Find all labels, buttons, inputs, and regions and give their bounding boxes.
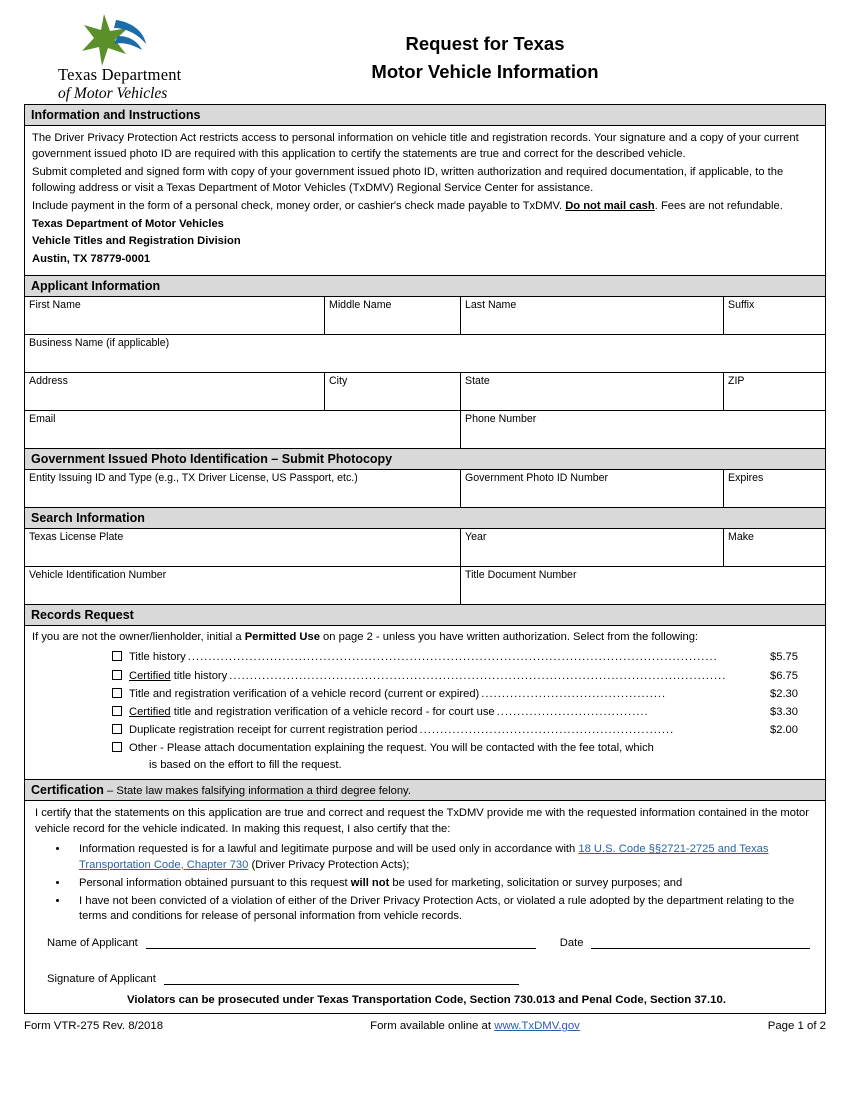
field-first-name[interactable] [25, 297, 325, 334]
field-label: ZIP [728, 375, 745, 388]
field-label: Expires [728, 472, 764, 485]
option-other[interactable] [32, 739, 818, 757]
field-suffix[interactable] [724, 297, 825, 334]
search-plate-row [25, 529, 825, 567]
field-label: Business Name (if applicable) [29, 337, 170, 350]
search-fields [24, 529, 826, 605]
field-label: Address [29, 375, 68, 388]
field-label: State [465, 375, 490, 388]
agency-name [58, 66, 214, 103]
field-label: First Name [29, 299, 81, 312]
field-label: Texas License Plate [29, 531, 124, 544]
field-zip[interactable] [724, 373, 825, 410]
field-business-name[interactable] [25, 335, 825, 372]
applicant-fields [24, 297, 826, 449]
option-duplicate-registration-receipt[interactable] [32, 721, 818, 739]
date-input[interactable] [591, 935, 810, 949]
certification-title: Certification [31, 783, 104, 797]
applicant-name-signature-row [35, 927, 818, 949]
page-header [24, 0, 826, 104]
page-title [214, 14, 826, 86]
field-middle-name[interactable] [325, 297, 461, 334]
option-label: Title history [129, 651, 186, 664]
field-year[interactable] [461, 529, 724, 566]
mailing-address-line1: Texas Department of Motor Vehicles [32, 217, 224, 230]
field-vin[interactable] [25, 567, 461, 604]
option-fee: $6.75 [770, 669, 798, 682]
field-label: Vehicle Identification Number [29, 569, 167, 582]
agency-name-line1: Texas Department [58, 65, 182, 84]
page-title-line2: Motor Vehicle Information [371, 60, 599, 82]
permitted-use-emphasis: Permitted Use [244, 631, 320, 644]
section-header-instructions: Information and Instructions [24, 104, 826, 126]
option-title-registration-verification[interactable] [32, 685, 818, 703]
field-expires[interactable] [724, 470, 825, 507]
intro-part-2: on page 2 - unless you have written authorization. Select from the following: [319, 631, 699, 644]
field-label: Government Photo ID Number [465, 472, 609, 485]
applicant-name-row [25, 297, 825, 335]
us-code-link[interactable]: 18 U.S. Code §§2721-2725 and Texas Transportation Code, Chapter 730 [79, 842, 769, 871]
agency-logo [24, 14, 214, 103]
certification-bullet-1: • Information requested is for a lawful and legitimate purpose and will be used only in accordance with 18 U.S. Code §§2721-2725 and Texas Transportation Code, Chapter 730 (Driver Privacy Protection Acts); [69, 842, 818, 874]
field-label: Title Document Number [465, 569, 577, 582]
photo-id-fields [24, 470, 826, 508]
checkbox-certified-title-history[interactable] [112, 670, 122, 680]
records-request-options [25, 647, 825, 779]
checkbox-duplicate-registration-receipt[interactable] [112, 724, 122, 734]
field-state[interactable] [461, 373, 724, 410]
checkbox-title-history[interactable] [112, 651, 122, 661]
certification-subtitle: – State law makes falsifying information a third degree felony. [103, 785, 411, 797]
field-label: Year [465, 531, 487, 544]
name-of-applicant-label: Name of Applicant [47, 937, 138, 950]
name-of-applicant-input[interactable] [146, 935, 536, 949]
certification-bullets [35, 842, 818, 926]
payment-text: Include payment in the form of a personal check, money order, or cashier's check made payable to TxDMV. [32, 199, 566, 212]
mailing-address-line3: Austin, TX 78779-0001 [32, 253, 151, 266]
field-label: Suffix [728, 299, 755, 312]
violators-warning: Violators can be prosecuted under Texas Transportation Code, Section 730.013 and Penal Code, Section 37.10. [126, 994, 727, 1007]
signature-row [35, 949, 818, 985]
leader-dots: ......................................................................................................................... [229, 669, 727, 682]
instructions-body [24, 126, 826, 276]
leader-dots: ............................................. [481, 687, 667, 700]
fees-text: . Fees are not refundable. [654, 199, 783, 212]
applicant-business-row [25, 335, 825, 373]
checkbox-certified-title-registration-verification[interactable] [112, 706, 122, 716]
page-title-line1: Request for Texas [405, 33, 565, 54]
field-make[interactable] [724, 529, 825, 566]
section-header-applicant: Applicant Information [24, 276, 826, 297]
option-fee: $2.30 [770, 687, 798, 700]
field-label: Email [29, 413, 56, 426]
field-title-document-number[interactable] [461, 567, 825, 604]
field-city[interactable] [325, 373, 461, 410]
date-label: Date [559, 937, 584, 950]
records-request-intro [25, 626, 825, 647]
certification-body [24, 801, 826, 1014]
option-fee: $3.30 [770, 705, 798, 718]
section-header-search: Search Information [24, 508, 826, 529]
leader-dots: ..................................... [496, 705, 649, 718]
option-fee: $2.00 [770, 723, 798, 736]
photo-id-row [25, 470, 825, 507]
option-label: Other - Please attach documentation explaining the request. You will be contacted with the fee total, which [129, 742, 654, 755]
txdmv-website-link[interactable]: www.TxDMV.gov [494, 1020, 580, 1033]
section-header-photo-id: Government Issued Photo Identification – Submit Photocopy [24, 449, 826, 470]
field-last-name[interactable] [461, 297, 724, 334]
instructions-paragraph-3 [32, 199, 818, 215]
instructions-paragraph-2: Submit completed and signed form with copy of your government issued photo ID, written authorization and required documentation, if applicable, to the following address or visit a Texas Department of Motor Vehicles (TxDMV) Regional Service Center for assistance. [32, 165, 784, 194]
field-phone-number[interactable] [461, 411, 825, 448]
form-online-note: Form available online at www.TxDMV.gov [370, 1020, 580, 1033]
option-other-continuation: is based on the effort to fill the request. [149, 759, 342, 772]
txdmv-star-icon [58, 14, 214, 66]
option-label: Duplicate registration receipt for current registration period [129, 723, 418, 736]
field-label: Phone Number [465, 413, 537, 426]
form-id: Form VTR-275 Rev. 8/2018 [24, 1020, 164, 1033]
certification-intro: I certify that the statements on this application are true and correct and request the TxDMV provide me with the requested information contained in the motor vehicle record for the vehicle indicated. In making this request, I also certify that the: [35, 807, 810, 835]
option-fee: $5.75 [770, 651, 798, 664]
field-label: Make [728, 531, 754, 544]
field-label: Entity Issuing ID and Type (e.g., TX Driver License, US Passport, etc.) [29, 472, 358, 485]
field-label: Last Name [465, 299, 517, 312]
mailing-address-line2: Vehicle Titles and Registration Division [32, 235, 241, 248]
checkbox-title-registration-verification[interactable] [112, 688, 122, 698]
page-number: Page 1 of 2 [767, 1020, 826, 1033]
page-footer [24, 1014, 826, 1032]
field-photo-id-number[interactable] [461, 470, 724, 507]
option-label: Certified title and registration verification of a vehicle record - for court use [129, 705, 495, 718]
option-label: Title and registration verification of a vehicle record (current or expired) [129, 687, 480, 700]
certification-bullet-2: • Personal information obtained pursuant to this request will not be used for marketing, solicitation or survey purposes; and [69, 876, 818, 892]
field-label: City [329, 375, 348, 388]
checkbox-other[interactable] [112, 742, 122, 752]
field-address[interactable] [25, 373, 325, 410]
certification-bullet-3: • I have not been convicted of a violation of either of the Driver Privacy Protection Acts, or violated a rule adopted by the department relating to the terms and conditions for release of personal information from vehicle records. [69, 894, 818, 926]
signature-input[interactable] [164, 971, 519, 985]
search-vin-row [25, 567, 825, 604]
signature-of-applicant-label: Signature of Applicant [47, 973, 156, 986]
field-issuing-entity[interactable] [25, 470, 461, 507]
records-request-body [24, 626, 826, 780]
do-not-mail-cash-emphasis: Do not mail cash [565, 199, 655, 212]
field-label: Middle Name [329, 299, 392, 312]
leader-dots: .............................................................. [419, 723, 675, 736]
leader-dots: ................................................................................................................................. [187, 651, 718, 664]
section-header-certification [24, 780, 826, 801]
applicant-address-row [25, 373, 825, 411]
option-label: Certified title history [129, 669, 228, 682]
instructions-paragraph-1: The Driver Privacy Protection Act restricts access to personal information on vehicle title and registration records. Your signature and a copy of your current government issued photo ID are required with this application to certify the statements are true and correct for the described vehicle. [32, 132, 799, 160]
intro-part-1: If you are not the owner/lienholder, initial a [32, 631, 245, 644]
applicant-contact-row [25, 411, 825, 448]
field-license-plate[interactable] [25, 529, 461, 566]
agency-name-line2: of Motor Vehicles [58, 84, 168, 102]
option-certified-title-history[interactable] [32, 667, 818, 685]
section-header-records-request: Records Request [24, 605, 826, 626]
option-certified-title-registration-verification[interactable] [32, 703, 818, 721]
option-title-history[interactable] [32, 648, 818, 666]
field-email[interactable] [25, 411, 461, 448]
